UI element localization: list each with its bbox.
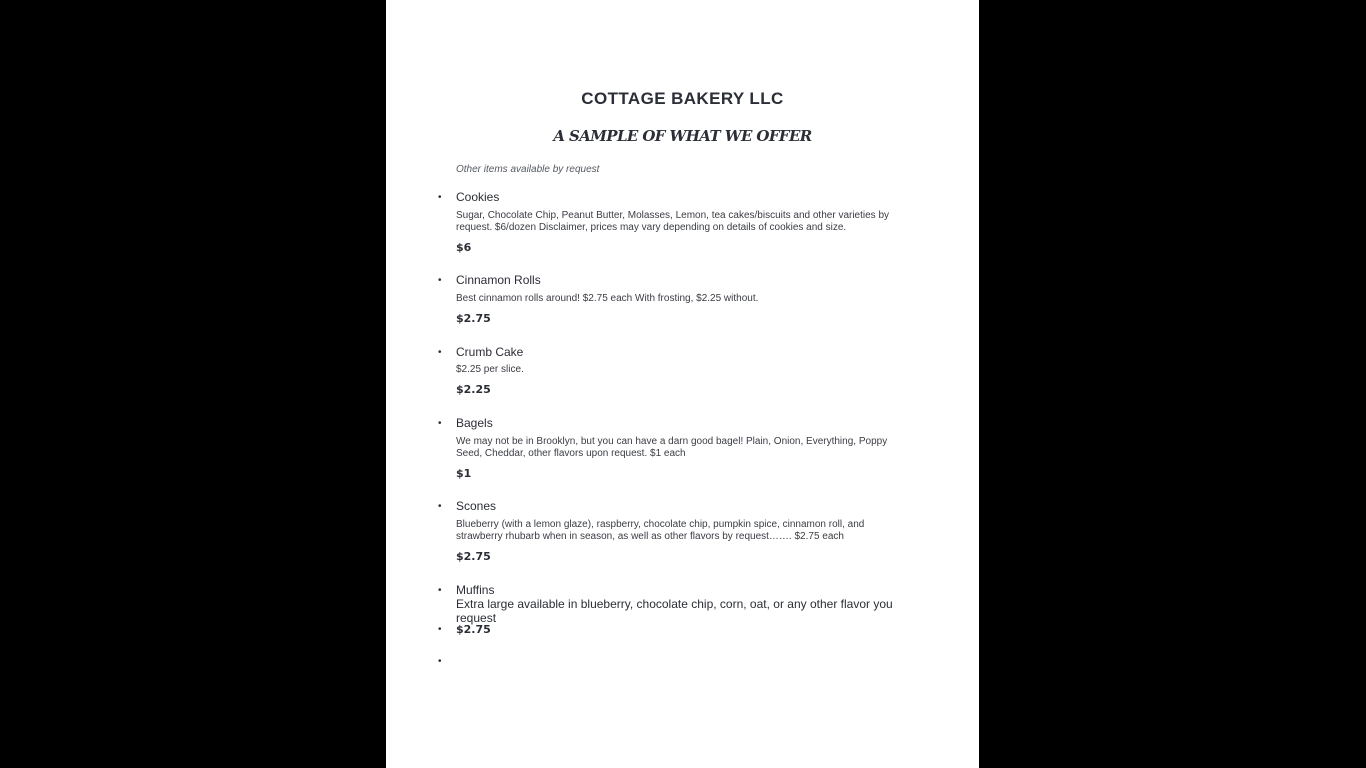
document-subtitle: A SAMPLE OF WHAT WE OFFER	[553, 127, 812, 145]
bullet-icon: •	[438, 418, 442, 429]
bullet-icon: •	[438, 192, 442, 203]
item-description: Best cinnamon rolls around! $2.75 each With frosting, $2.25 without.	[456, 293, 759, 304]
list-item	[438, 499, 906, 563]
item-description: Sugar, Chocolate Chip, Peanut Butter, Molasses, Lemon, tea cakes/biscuits and other varieties by request. $6/dozen Disclaimer, prices may vary depending on details of cookies and size.	[456, 210, 890, 233]
item-description: $2.25 per slice.	[456, 364, 524, 375]
item-description: Blueberry (with a lemon glaze), raspberry, chocolate chip, pumpkin spice, cinnamon roll, and strawberry rhubarb when in season, as well as other flavors by request……. $2.75 each	[456, 519, 865, 542]
item-name: Cinnamon Rolls	[456, 273, 541, 287]
item-price: $6	[456, 241, 472, 254]
bullet-icon: •	[438, 585, 442, 596]
item-name: Crumb Cake	[456, 345, 524, 359]
document-title: COTTAGE BAKERY LLC	[581, 89, 784, 108]
empty-bullet-icon: •	[438, 656, 442, 667]
availability-note: Other items available by request	[456, 164, 600, 175]
list-item	[438, 416, 906, 480]
list-item	[438, 345, 906, 396]
document-page	[386, 0, 979, 768]
item-description: Extra large available in blueberry, chocolate chip, corn, oat, or any other flavor you request	[456, 597, 893, 625]
item-name: Muffins	[456, 583, 495, 597]
item-name: Scones	[456, 499, 497, 513]
list-item	[438, 273, 906, 325]
list-item	[438, 190, 906, 254]
item-price: $2.25	[456, 383, 491, 396]
list-item	[438, 583, 906, 625]
item-description: We may not be in Brooklyn, but you can have a darn good bagel! Plain, Onion, Everything, Poppy Seed, Cheddar, other flavors upon request. $1 each	[456, 436, 888, 459]
item-price: $2.75	[456, 550, 491, 563]
item-price: $2.75	[456, 623, 491, 636]
bullet-icon: •	[438, 275, 442, 286]
item-price: $2.75	[456, 312, 491, 325]
bullet-icon: •	[438, 501, 442, 512]
bullet-icon: •	[438, 347, 442, 358]
item-name: Bagels	[456, 416, 493, 430]
bullet-icon: •	[438, 624, 442, 635]
item-name: Cookies	[456, 190, 500, 204]
item-price: $1	[456, 467, 472, 480]
